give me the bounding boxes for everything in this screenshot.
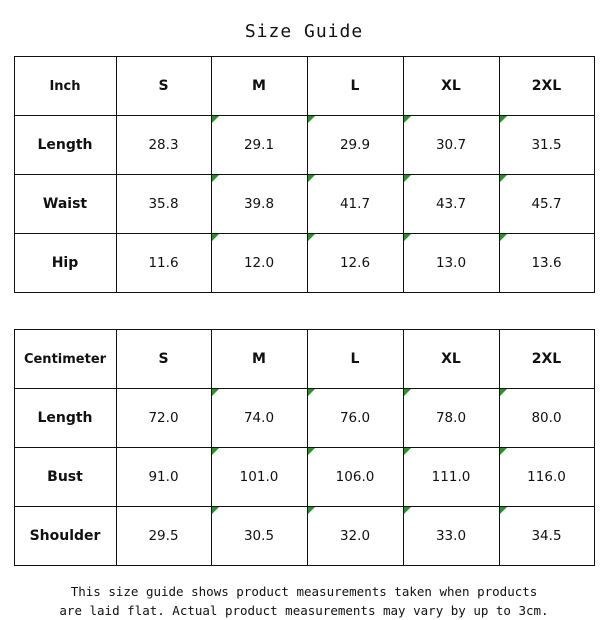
column-header-2xl: 2XL: [499, 330, 594, 389]
table-row: [14, 116, 594, 175]
row-label-length: Length: [14, 389, 116, 448]
corner-mark-icon: [212, 389, 219, 396]
cell-length-xl: 78.0: [403, 389, 499, 448]
corner-mark-icon: [500, 507, 507, 514]
cell-bust-l: 106.0: [307, 448, 403, 507]
corner-mark-icon: [404, 175, 411, 182]
cell-length-xl: 30.7: [403, 116, 499, 175]
corner-mark-icon: [308, 116, 315, 123]
cell-length-l: 29.9: [307, 116, 403, 175]
row-label-length: Length: [14, 116, 116, 175]
row-label-shoulder: Shoulder: [14, 507, 116, 566]
column-header-xl: XL: [403, 330, 499, 389]
corner-mark-icon: [500, 448, 507, 455]
footnote-line-1: This size guide shows product measurements taken when products: [70, 584, 538, 599]
cell-length-m: 29.1: [211, 116, 307, 175]
corner-mark-icon: [308, 389, 315, 396]
corner-mark-icon: [404, 234, 411, 241]
corner-mark-icon: [404, 389, 411, 396]
cell-waist-2xl: 45.7: [499, 175, 594, 234]
column-header-l: L: [307, 330, 403, 389]
cell-length-m: 74.0: [211, 389, 307, 448]
corner-mark-icon: [500, 116, 507, 123]
cell-shoulder-m: 30.5: [211, 507, 307, 566]
size-table-inch: [14, 56, 595, 293]
corner-mark-icon: [212, 507, 219, 514]
cell-hip-xl: 13.0: [403, 234, 499, 293]
column-header-m: M: [211, 57, 307, 116]
cell-length-s: 72.0: [116, 389, 211, 448]
cell-shoulder-s: 29.5: [116, 507, 211, 566]
corner-mark-icon: [404, 116, 411, 123]
cell-hip-m: 12.0: [211, 234, 307, 293]
row-label-hip: Hip: [14, 234, 116, 293]
cell-shoulder-xl: 33.0: [403, 507, 499, 566]
cell-bust-s: 91.0: [116, 448, 211, 507]
table-row: [14, 448, 594, 507]
column-header-2xl: 2XL: [499, 57, 594, 116]
corner-mark-icon: [500, 175, 507, 182]
corner-mark-icon: [212, 448, 219, 455]
corner-mark-icon: [404, 507, 411, 514]
footnote: [0, 566, 608, 620]
size-table-centimeter: [14, 329, 595, 566]
cell-waist-s: 35.8: [116, 175, 211, 234]
table-header-row: [14, 330, 594, 389]
table-row: [14, 389, 594, 448]
cell-waist-xl: 43.7: [403, 175, 499, 234]
cell-bust-2xl: 116.0: [499, 448, 594, 507]
cell-length-s: 28.3: [116, 116, 211, 175]
cell-bust-xl: 111.0: [403, 448, 499, 507]
corner-mark-icon: [308, 234, 315, 241]
cell-hip-l: 12.6: [307, 234, 403, 293]
corner-mark-icon: [308, 175, 315, 182]
cell-waist-l: 41.7: [307, 175, 403, 234]
corner-mark-icon: [404, 448, 411, 455]
table-spacer: [0, 293, 608, 329]
corner-mark-icon: [308, 448, 315, 455]
cell-length-2xl: 80.0: [499, 389, 594, 448]
column-header-xl: XL: [403, 57, 499, 116]
table-row: [14, 234, 594, 293]
corner-mark-icon: [308, 507, 315, 514]
corner-mark-icon: [212, 234, 219, 241]
unit-label-inch: Inch: [14, 57, 116, 116]
corner-mark-icon: [500, 234, 507, 241]
table-header-row: [14, 57, 594, 116]
cell-length-l: 76.0: [307, 389, 403, 448]
footnote-line-2: are laid flat. Actual product measurements may vary by up to 3cm.: [59, 603, 549, 618]
row-label-bust: Bust: [14, 448, 116, 507]
table-row: [14, 175, 594, 234]
cell-hip-s: 11.6: [116, 234, 211, 293]
unit-label-centimeter: Centimeter: [14, 330, 116, 389]
table-row: [14, 507, 594, 566]
row-label-waist: Waist: [14, 175, 116, 234]
cell-shoulder-2xl: 34.5: [499, 507, 594, 566]
cell-bust-m: 101.0: [211, 448, 307, 507]
corner-mark-icon: [212, 116, 219, 123]
cell-length-2xl: 31.5: [499, 116, 594, 175]
column-header-l: L: [307, 57, 403, 116]
cell-waist-m: 39.8: [211, 175, 307, 234]
page-title: Size Guide: [244, 21, 364, 42]
corner-mark-icon: [500, 389, 507, 396]
cell-hip-2xl: 13.6: [499, 234, 594, 293]
corner-mark-icon: [212, 175, 219, 182]
column-header-s: S: [116, 330, 211, 389]
cell-shoulder-l: 32.0: [307, 507, 403, 566]
column-header-s: S: [116, 57, 211, 116]
column-header-m: M: [211, 330, 307, 389]
